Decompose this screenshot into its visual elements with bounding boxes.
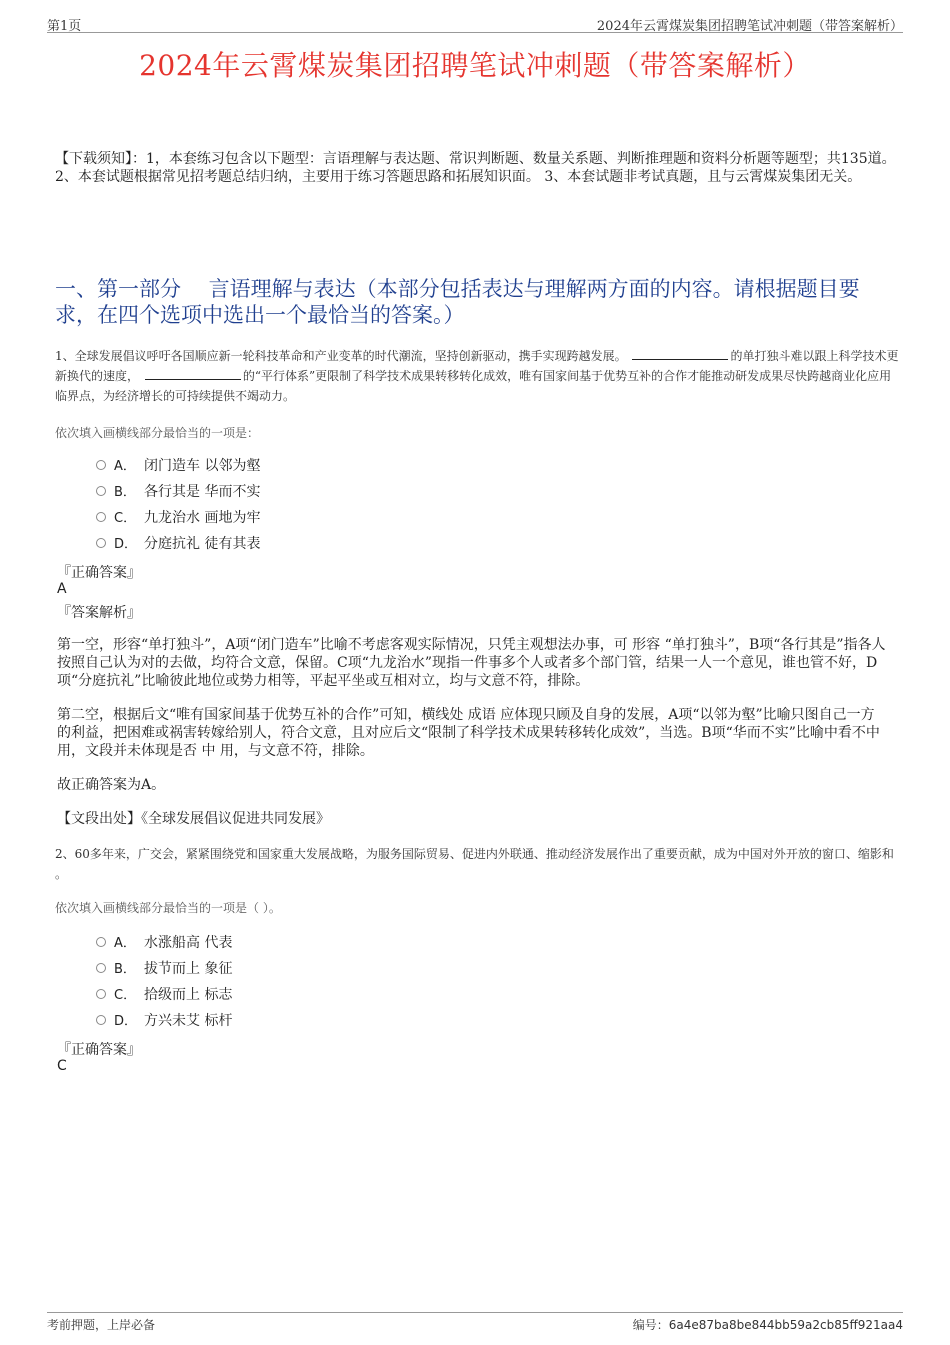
question-1-option-d[interactable]: D． 分庭抗礼 徒有其表 (96, 534, 260, 554)
question-1-source: 【文段出处】《全球发展倡议促进共同发展》 (57, 811, 330, 827)
question-2-prompt: 依次填入画横线部分最恰当的一项是（ ）。 (55, 901, 281, 915)
radio-icon[interactable] (96, 486, 106, 496)
radio-icon[interactable] (96, 989, 106, 999)
radio-icon[interactable] (96, 538, 106, 548)
header-doc-title: 2024年云霄煤炭集团招聘笔试冲刺题（带答案解析） (596, 19, 903, 34)
radio-icon[interactable] (96, 963, 106, 973)
footer-doc-id: 编号：6a4e87ba8be844bb59a2cb85ff921aa4 (632, 1318, 903, 1332)
question-2-text: 2、60多年来，广交会，紧紧围绕党和国家重大发展战略，为服务国际贸易、促进内外联通、推动经济发展作出了重要贡献，成为中国对外开放的窗口、缩影和 。 (55, 847, 894, 881)
radio-icon[interactable] (96, 512, 106, 522)
section-heading: 一、第一部分 言语理解与表达（本部分包括表达与理解两方面的内容。请根据题目要求，在四个选项中选出一个最恰当的答案。） (55, 277, 860, 327)
question-1-text-part-b: 的单打独斗难以跟上科学技术更新换代的速度， (55, 349, 899, 383)
page-footer (47, 1312, 903, 1333)
question-1-answer: A (57, 581, 67, 597)
question-1-prompt: 依次填入画横线部分最恰当的一项是： (55, 426, 260, 440)
question-2-option-d[interactable]: D． 方兴未艾 标杆 (96, 1011, 232, 1031)
question-1-analysis-para-1: 第一空，形容“单打独斗”，A项“闭门造车”比喻不考虑客观实际情况，只凭主观想法办事，可 形容 “单打独斗”，B项“各行其是”指各人按照自己认为对的去做，均符合文意，保留。C项“九龙治水”现指一件事多个人或者多个部门管，结果一人一个意见，谁也管不好，D项“分庭抗礼”比喻彼此地位或势力相等，平起平坐或互相对立，均与文意不符，排除。 (57, 637, 886, 689)
question-1-option-b[interactable]: B． 各行其是 华而不实 (96, 482, 260, 502)
question-1-analysis-label: 『答案解析』 (57, 605, 141, 621)
radio-icon[interactable] (96, 460, 106, 470)
fill-blank-1 (632, 347, 728, 360)
download-notice: 【下载须知】：1，本套练习包含以下题型：言语理解与表达题、常识判断题、数量关系题、判断推理题和资料分析题等题型；共135道。 2、本套试题根据常见招考题总结归纳，主要用于练习答题思路和拓展知识面。 3、本套试题非考试真题，且与云霄煤炭集团无关。 (55, 151, 896, 185)
question-2-option-b[interactable]: B． 拔节而上 象征 (96, 959, 232, 979)
question-2-answer: C (57, 1058, 67, 1074)
question-2-option-c[interactable]: C． 拾级而上 标志 (96, 985, 232, 1005)
question-1-text-part-c: 的“平行体系”更限制了科学技术成果转移转化成效，唯有国家间基于优势互补的合作才能推动研发成果尽快跨越商业化应用临界点，为经济增长的可持续提供不竭动力。 (55, 369, 892, 403)
radio-icon[interactable] (96, 937, 106, 947)
question-1-analysis-para-2: 第二空，根据后文“唯有国家间基于优势互补的合作”可知，横线处 成语 应体现只顾及自身的发展，A项“以邻为壑”比喻只图自己一方的利益，把困难或祸害转嫁给别人，符合文意，且对应后文“限制了科学技术成果转移转化成效”，当选。B项“华而不实”比喻中看不中用，文段并未体现是否 中 用，与文意不符，排除。 (57, 707, 880, 759)
question-1-text-part-a: 1、全球发展倡议呼吁各国顺应新一轮科技革命和产业变革的时代潮流，坚持创新驱动，携手实现跨越发展。 (55, 349, 627, 363)
page-number: 第1页 (47, 19, 82, 34)
question-1-conclusion: 故正确答案为A。 (57, 777, 166, 793)
question-2-answer-label: 『正确答案』 (57, 1042, 141, 1058)
page-title: 2024年云霄煤炭集团招聘笔试冲刺题（带答案解析） (139, 49, 811, 82)
fill-blank-2 (145, 367, 241, 380)
question-1-text (55, 346, 900, 406)
question-1-option-c[interactable]: C． 九龙治水 画地为牢 (96, 508, 260, 528)
radio-icon[interactable] (96, 1015, 106, 1025)
question-1-option-a[interactable]: A． 闭门造车 以邻为壑 (96, 456, 260, 476)
footer-slogan: 考前押题，上岸必备 (47, 1318, 156, 1332)
question-1-answer-label: 『正确答案』 (57, 565, 141, 581)
page-header (47, 14, 903, 33)
question-2-option-a[interactable]: A． 水涨船高 代表 (96, 933, 232, 953)
